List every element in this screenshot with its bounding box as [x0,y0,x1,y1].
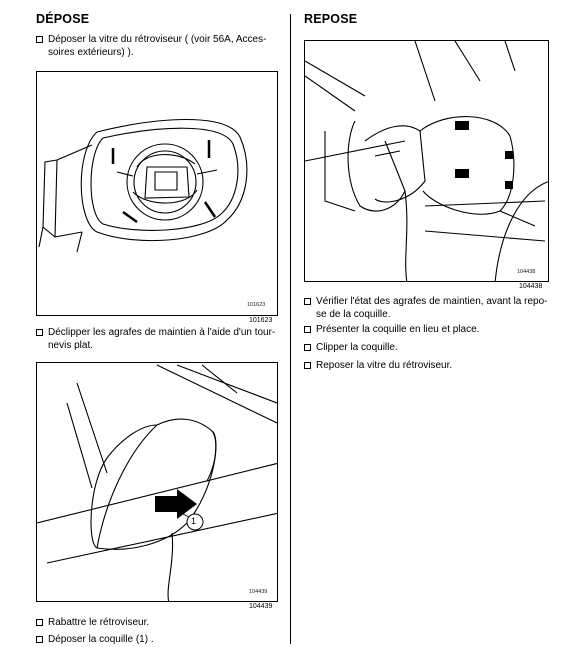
figure-ref-label: 101623 [249,317,273,324]
step-text-line: se de la coquille. [316,308,391,320]
figure-ref-label: 104439 [249,603,273,610]
figure-ref-inner: 104439 [249,589,268,595]
mirror-back-illustration [37,72,278,316]
step-text-line: Rabattre le rétroviseur. [48,617,150,628]
figure-mirror-shell [36,362,278,602]
list-item-step-declipper [36,327,286,352]
step-text-line: Vérifier l'état des agrafes de maintien, avant la repo- [316,296,548,307]
checkbox-bullet-icon [36,619,43,626]
checkbox-bullet-icon [36,329,43,336]
figure-mirror-glass-removed [36,71,278,316]
list-item-step-deposer-coquille [36,634,286,647]
list-item-step-clipper [304,342,554,355]
checkbox-bullet-icon [36,36,43,43]
figure-ref-inner: 101623 [247,302,266,308]
checkbox-bullet-icon [304,344,311,351]
figure-ref-label: 104438 [519,283,543,290]
figure-ref-inner: 104438 [517,269,536,275]
step-text-line: Reposer la vitre du rétroviseur. [316,360,453,371]
list-item-step-reposer-vitre [304,360,554,373]
figure-mirror-refit [304,40,549,282]
list-item-step-depose-vitre [36,34,286,59]
section-heading-depose: DÉPOSE [36,12,90,26]
list-item-step-verifier [304,296,554,321]
list-item-step-rabattre [36,617,286,630]
checkbox-bullet-icon [304,362,311,369]
mirror-shell-illustration [37,363,278,602]
callout-number: 1 [191,516,197,526]
checkbox-bullet-icon [36,636,43,643]
step-text-line: Déposer la vitre du rétroviseur ( (voir 56A, Acces- [48,34,267,45]
step-text-line: Présenter la coquille en lieu et place. [316,324,480,335]
checkbox-bullet-icon [304,298,311,305]
mirror-refit-illustration [305,41,549,282]
checkbox-bullet-icon [304,326,311,333]
step-text-line: Déclipper les agrafes de maintien à l'aide d'un tour- [48,327,276,338]
step-text-line: Déposer la coquille (1) . [48,634,154,645]
column-divider [290,14,291,644]
section-heading-repose: REPOSE [304,12,358,26]
list-item-step-presenter [304,324,554,337]
step-text-line: nevis plat. [48,339,94,351]
step-text-line: Clipper la coquille. [316,342,398,353]
step-text-line: soires extérieurs) ). [48,46,134,58]
